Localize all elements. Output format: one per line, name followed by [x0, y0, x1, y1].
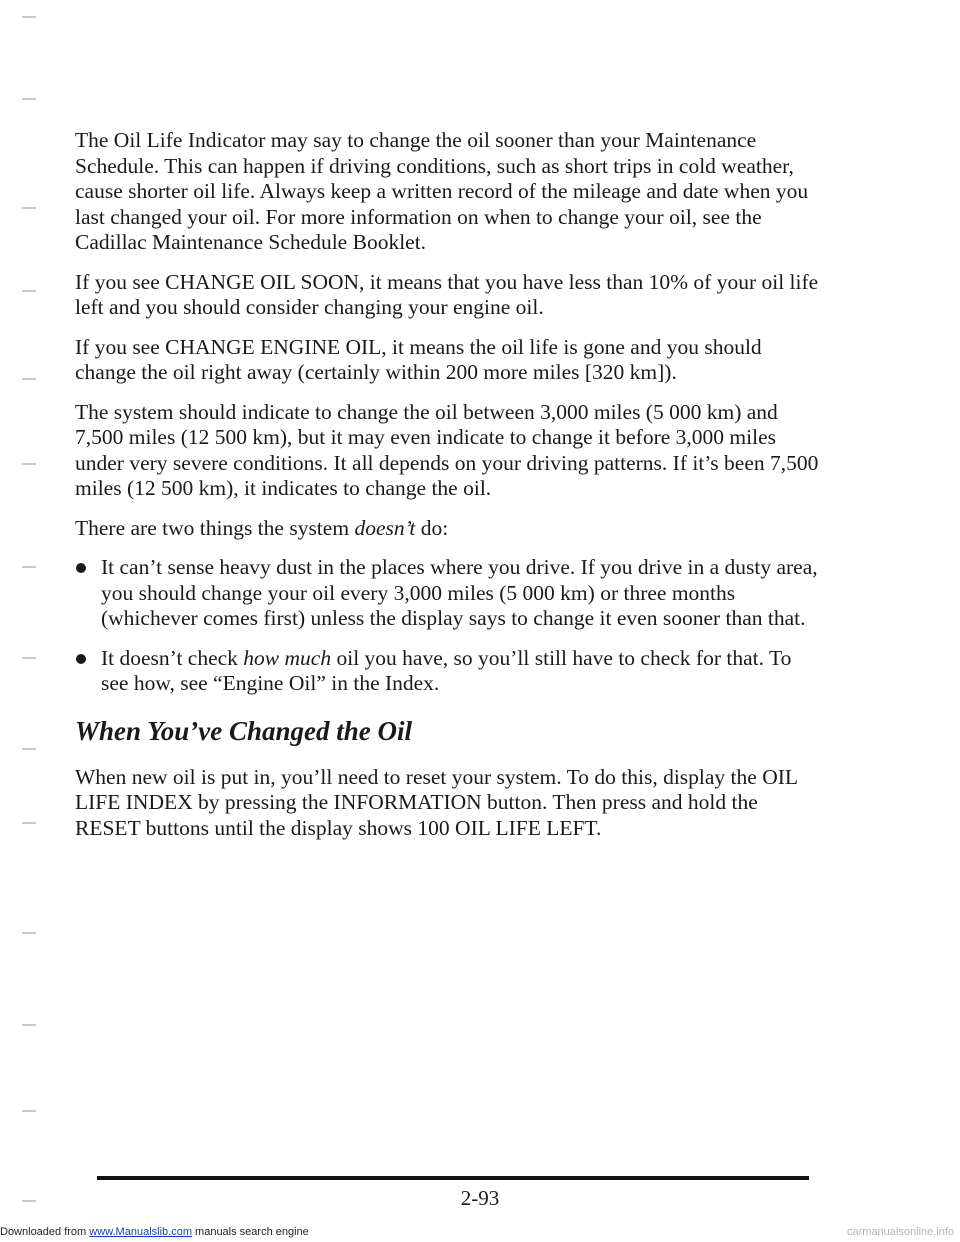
download-footer	[0, 1226, 309, 1238]
margin-tick-marks	[22, 0, 42, 1242]
intro-emphasis: doesn’t	[354, 515, 416, 540]
list-item	[75, 646, 820, 697]
margin-tick	[22, 657, 36, 659]
margin-tick	[22, 290, 36, 292]
footer-suffix: manuals search engine	[191, 1226, 309, 1238]
paragraph-two-things	[75, 516, 820, 542]
bullet-text-tail: oil you have, so you’ll still have to check for that. To see how, see “Engine Oil” in the Index.	[101, 645, 792, 695]
intro-text: There are two things the system	[75, 515, 355, 540]
margin-tick	[22, 1024, 36, 1026]
bullet-icon	[76, 654, 86, 664]
margin-tick	[22, 98, 36, 100]
margin-tick	[22, 16, 36, 18]
manualslib-link[interactable]: www.Manualslib.com	[89, 1226, 192, 1238]
paragraph-change-oil-soon: If you see CHANGE OIL SOON, it means that you have less than 10% of your oil life left and you should consider changing your engine oil.	[75, 269, 819, 319]
body-text	[75, 128, 820, 855]
bullet-list	[75, 555, 820, 697]
paragraph-system-indication: The system should indicate to change the oil between 3,000 miles (5 000 km) and 7,500 miles (12 500 km), but it may even indicate to change it before 3,000 miles under very severe conditions. It all depends on your driving patterns. If it’s been 7,500 miles (12 500 km), it indicates to change the oil.	[75, 399, 819, 500]
margin-tick	[22, 822, 36, 824]
margin-tick	[22, 207, 36, 209]
paragraph-oil-life-indicator: The Oil Life Indicator may say to change the oil sooner than your Maintenance Schedule. This can happen if driving conditions, such as short trips in cold weather, cause shorter oil life. Always keep a written record of the mileage and date when you last changed your oil. For more information on when to change your oil, see the Cadillac Maintenance Schedule Booklet.	[75, 128, 809, 254]
margin-tick	[22, 748, 36, 750]
section-heading: When You’ve Changed the Oil	[75, 715, 413, 746]
footer-rule	[97, 1176, 809, 1180]
bullet-emphasis: how much	[243, 645, 332, 670]
bullet-text: It doesn’t check	[101, 645, 244, 670]
bullet-icon	[76, 563, 86, 573]
margin-tick	[22, 463, 36, 465]
margin-tick	[22, 378, 36, 380]
paragraph-reset-system: When new oil is put in, you’ll need to reset your system. To do this, display the OIL LIFE INDEX by pressing the INFORMATION button. Then press and hold the RESET buttons until the display shows 100 OIL LIFE LEFT.	[75, 764, 798, 840]
paragraph-change-engine-oil: If you see CHANGE ENGINE OIL, it means the oil life is gone and you should change the oil right away (certainly within 200 more miles [320 km]).	[75, 334, 762, 384]
margin-tick	[22, 1110, 36, 1112]
intro-tail: do:	[415, 515, 449, 540]
bullet-text: It can’t sense heavy dust in the places where you drive. If you drive in a dusty area, you should change your oil every 3,000 miles (5 000 km) or three months (whichever comes first) unless the display says to change it even sooner than that.	[101, 555, 818, 630]
page-number: 2-93	[460, 1186, 500, 1210]
list-item	[75, 555, 820, 632]
margin-tick	[22, 566, 36, 568]
margin-tick	[22, 932, 36, 934]
footer-prefix: Downloaded from	[0, 1226, 90, 1238]
watermark: carmanualsonline.info	[846, 1226, 954, 1238]
